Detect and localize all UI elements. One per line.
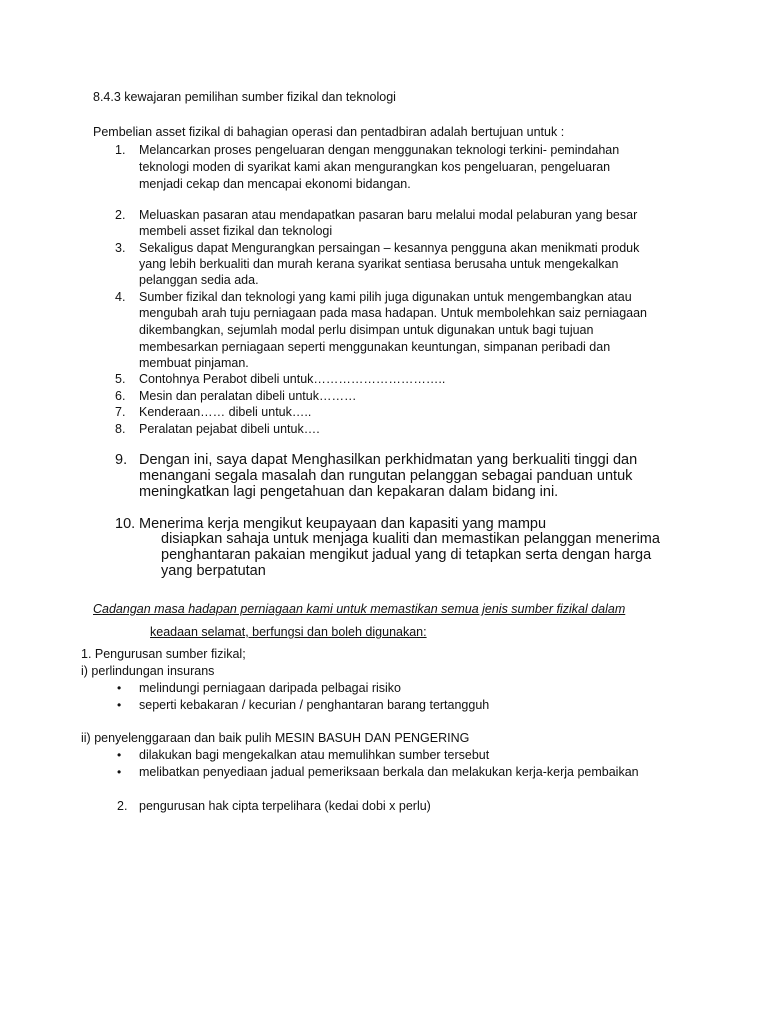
list-item-number: 2. bbox=[115, 208, 126, 222]
list-item-line: mengubah arah tuju perniagaan pada masa hadapan. Untuk membolehkan saiz perniagaan bbox=[139, 306, 647, 320]
bullet-icon: • bbox=[117, 698, 122, 712]
section-2-text: pengurusan hak cipta terpelihara (kedai dobi x perlu) bbox=[139, 799, 431, 813]
bullet-icon: • bbox=[117, 681, 122, 695]
list-item-line: meningkatkan lagi pengetahuan dan kepakaran dalam bidang ini. bbox=[139, 484, 559, 500]
bullet-item: melindungi perniagaan daripada pelbagai risiko bbox=[139, 681, 401, 695]
section-2-number: 2. bbox=[117, 799, 128, 813]
bullet-item: dilakukan bagi mengekalkan atau memulihkan sumber tersebut bbox=[139, 748, 490, 762]
list-item-number: 7. bbox=[115, 405, 126, 419]
list-item-line: menjadi cekap dan mencapai ekonomi bidangan. bbox=[139, 177, 411, 191]
list-item-line: yang lebih berkualiti dan murah kerana syarikat sentiasa berusaha untuk mengekalkan bbox=[139, 257, 619, 271]
bullet-icon: • bbox=[117, 748, 122, 762]
list-item-number: 1. bbox=[115, 143, 126, 157]
list-item-line: Sumber fizikal dan teknologi yang kami pilih juga digunakan untuk mengembangkan atau bbox=[139, 290, 632, 304]
sub-section-ii-label: ii) penyelenggaraan dan baik pulih MESIN BASUH DAN PENGERING bbox=[81, 731, 470, 745]
cadangan-heading: Cadangan masa hadapan perniagaan kami untuk memastikan semua jenis sumber fizikal dalam bbox=[93, 602, 626, 616]
list-item-number: 3. bbox=[115, 241, 126, 255]
list-item-line: Dengan ini, saya dapat Menghasilkan perkhidmatan yang berkualiti tinggi dan bbox=[139, 452, 638, 468]
cadangan-heading-continued: keadaan selamat, berfungsi dan boleh digunakan: bbox=[150, 625, 427, 639]
bullet-item: seperti kebakaran / kecurian / penghantaran barang tertangguh bbox=[139, 698, 490, 712]
list-item-number: 9. bbox=[115, 452, 128, 468]
list-item-line: Melancarkan proses pengeluaran dengan menggunakan teknologi terkini- pemindahan bbox=[139, 143, 620, 157]
list-item-line: membeli asset fizikal dan teknologi bbox=[139, 224, 333, 238]
list-item-number: 5. bbox=[115, 372, 126, 386]
list-item-line: Menerima kerja mengikut keupayaan dan kapasiti yang mampu bbox=[139, 516, 547, 532]
list-item-line: pelanggan sedia ada. bbox=[139, 273, 259, 287]
list-item-line: Mesin dan peralatan dibeli untuk……… bbox=[139, 389, 357, 403]
intro-paragraph: Pembelian asset fizikal di bahagian operasi dan pentadbiran adalah bertujuan untuk : bbox=[93, 125, 565, 139]
list-item-line: membesarkan perniagaan seperti menggunakan keuntungan, simpanan peribadi dan bbox=[139, 340, 611, 354]
list-item-number: 6. bbox=[115, 389, 126, 403]
list-item-line: Kenderaan…… dibeli untuk….. bbox=[139, 405, 312, 419]
list-item-line: Contohnya Perabot dibeli untuk………………………….. bbox=[139, 372, 446, 386]
list-item-line: menangani segala masalah dan rungutan pelanggan sebagai panduan untuk bbox=[139, 468, 633, 484]
section-1-title: 1. Pengurusan sumber fizikal; bbox=[81, 647, 246, 661]
list-item-line: membuat pinjaman. bbox=[139, 356, 249, 370]
bullet-item: melibatkan penyediaan jadual pemeriksaan berkala dan melakukan kerja-kerja pembaikan bbox=[139, 765, 639, 779]
list-item-line: Meluaskan pasaran atau mendapatkan pasaran baru melalui modal pelaburan yang besar bbox=[139, 208, 638, 222]
list-item-line: Sekaligus dapat Mengurangkan persaingan – kesannya pengguna akan menikmati produk bbox=[139, 241, 640, 255]
list-item-line: teknologi moden di syarikat kami akan mengurangkan kos pengeluaran, pengeluaran bbox=[139, 160, 611, 174]
bullet-icon: • bbox=[117, 765, 122, 779]
section-heading: 8.4.3 kewajaran pemilihan sumber fizikal dan teknologi bbox=[93, 90, 396, 104]
sub-section-i-label: i) perlindungan insurans bbox=[81, 664, 215, 678]
list-item-line: disiapkan sahaja untuk menjaga kualiti dan memastikan pelanggan menerima bbox=[161, 531, 660, 547]
list-item-number: 4. bbox=[115, 290, 126, 304]
list-item-number: 10. bbox=[115, 516, 136, 532]
list-item-line: penghantaran pakaian mengikut jadual yang di tetapkan serta dengan harga bbox=[161, 547, 652, 563]
list-item-number: 8. bbox=[115, 422, 126, 436]
list-item-line: dikembangkan, sejumlah modal perlu disimpan untuk digunakan untuk bagi tujuan bbox=[139, 323, 594, 337]
list-item-line: Peralatan pejabat dibeli untuk…. bbox=[139, 422, 320, 436]
list-item-line: yang berpatutan bbox=[161, 563, 266, 579]
